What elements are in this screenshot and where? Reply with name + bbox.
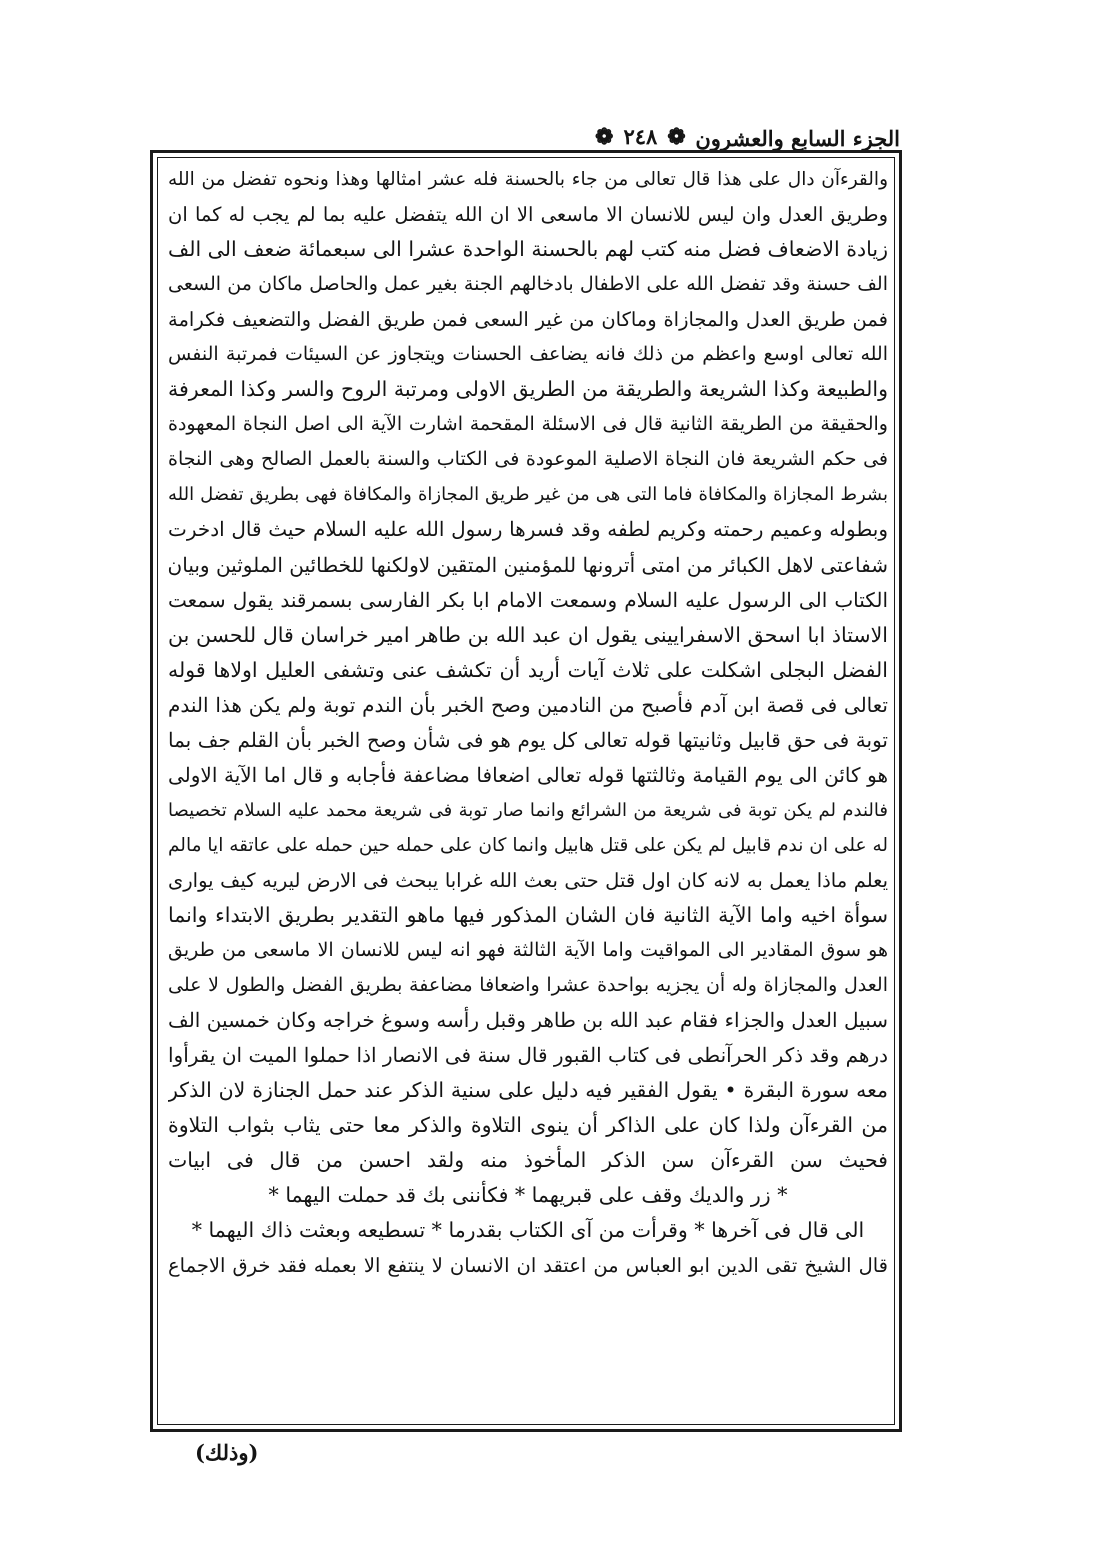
text-line: وبطوله وعميم رحمته وكريم لطفه وقد فسرها رسول الله عليه السلام حيث قال ادخرت (168, 517, 888, 542)
text-line: الف حسنة وقد تفضل الله على الاطفال بادخالهم الجنة بغير عمل والحاصل ماكان من السعى (168, 273, 888, 296)
text-line: هو كائن الى يوم القيامة وثالثتها قوله تعالى اضعافا مضاعفة فأجابه و قال اما الآية الاولى (168, 762, 888, 787)
text-line: قال الشيخ تقى الدين ابو العباس من اعتقد ان الانسان لا ينتفع الا بعمله فقد خرق الاجماع (168, 1254, 888, 1278)
text-line: معه سورة البقرة • يقول الفقير فيه دليل على سنية الذكر عند حمل الجنازة لان الذكر (168, 1078, 888, 1103)
catchword: (وذلك) (195, 1440, 259, 1465)
text-line: تعالى فى قصة ابن آدم فأصبح من النادمين وصح الخبر بأن الندم توبة ولم يكن هذا الندم (168, 692, 888, 717)
text-line: فى حكم الشريعة فان النجاة الاصلية الموعودة فى الكتاب والسنة بالعمل الصالح وهى النجاة (168, 448, 888, 471)
text-line: زيادة الاضعاف فضل منه كتب لهم بالحسنة الواحدة عشرا الى سبعمائة ضعف الى الف (168, 237, 888, 262)
ornament-right-icon: ❁ (667, 123, 686, 150)
text-line: توبة فى حق قابيل وثانيتها قوله تعالى كل يوم هو فى شأن وصح الخبر بأن القلم جف بما (168, 727, 888, 752)
running-title: الجزء السابع والعشرون (695, 126, 900, 151)
text-line: بشرط المجازاة والمكافاة فاما التى هى من غير طريق المجازاة والمكافاة فهى بطريق تفضل الله (168, 484, 888, 506)
text-line: من القرءآن ولذا كان على الذاكر أن ينوى التلاوة والذكر معا حتى يثاب بثواب التلاوة (168, 1113, 888, 1138)
verse-line: الى قال فى آخرها * وقرأت من آى الكتاب بقدرما * تسطيعه وبعثت ذاك اليهما * (191, 1218, 865, 1243)
body-text (168, 162, 888, 1424)
text-line: درهم وقد ذكر الحرآنطى فى كتاب القبور قال سنة فى الانصار اذا حملوا الميت ان يقرأوا (168, 1043, 888, 1068)
text-line: سبيل العدل والجزاء فقام عبد الله بن طاهر وقبل رأسه وسوغ خراجه وكان خمسين الف (168, 1008, 888, 1033)
text-line: والحقيقة من الطريقة الثانية قال فى الاسئلة المقحمة اشارت الآية الى اصل النجاة المعهودة (168, 413, 888, 436)
page-number: ٢٤٨ (623, 124, 658, 149)
page-number-block (595, 124, 686, 149)
text-line: هو سوق المقادير الى المواقيت واما الآية الثالثة فهو انه ليس للانسان الا ماسعى من طريق (168, 939, 888, 962)
text-line: الفضل البجلى اشكلت على ثلاث آيات أريد أن تكشف عنى وتشفى العليل اولاها قوله (168, 657, 888, 682)
text-line: سوأة اخيه واما الآية الثانية فان الشان المذكور فيها ماهو التقدير بطريق الابتداء وانما (168, 902, 888, 927)
text-line: شفاعتى لاهل الكبائر من امتى أترونها للمؤمنين المتقين لاولكنها للخطائين الملوثين وبيان (168, 552, 888, 577)
text-line: فمن طريق العدل والمجازاة وماكان من غير السعى فمن طريق الفضل والتضعيف فكرامة (168, 308, 888, 332)
text-line: وطريق العدل وان ليس للانسان الا ماسعى الا ان الله يتفضل عليه بما لم يجب له كما ان (168, 203, 888, 227)
text-line: يعلم ماذا يعمل به لانه كان اول قتل حتى بعث الله غرابا يبحث فى الارض ليريه كيف يوارى (168, 868, 888, 892)
text-line: الاستاذ ابا اسحق الاسفرايينى يقول ان عبد الله بن طاهر امير خراسان قال للحسن بن (168, 622, 888, 647)
text-line: الله تعالى اوسع واعظم من ذلك فانه يضاعف الحسنات ويتجاوز عن السيئات فمرتبة النفس (168, 343, 888, 366)
verse-line: * زر والديك وقف على قبريهما * فكأننى بك قد حملت اليهما * (268, 1183, 788, 1208)
text-line: العدل والمجازاة وله أن يجزيه بواحدة عشرا واضعافا مضاعفة بطريق الفضل والطول لا على (168, 974, 888, 997)
ornament-left-icon: ❁ (595, 123, 614, 150)
text-line: فالندم لم يكن توبة فى شريعة من الشرائع وانما صار توبة فى شريعة محمد عليه السلام تخصيصا (168, 799, 888, 821)
text-line: فحيث سن القرءآن سن الذكر المأخوذ منه ولقد احسن من قال فى ابيات (168, 1148, 888, 1173)
text-line: والقرءآن دال على هذا قال تعالى من جاء بالحسنة فله عشر امثالها وهذا ونحوه تفضل من الله (168, 169, 888, 190)
text-line: والطبيعة وكذا الشريعة والطريقة من الطريق الاولى ومرتبة الروح والسر وكذا المعرفة (168, 377, 888, 402)
text-line: له على ان ندم قابيل لم يكن على قتل هابيل وانما كان على حمله حين حمله على عاتقه ايا مالم (168, 834, 888, 856)
text-line: الكتاب الى الرسول عليه السلام وسمعت الامام ابا بكر الفارسى بسمرقند يقول سمعت (168, 587, 888, 612)
